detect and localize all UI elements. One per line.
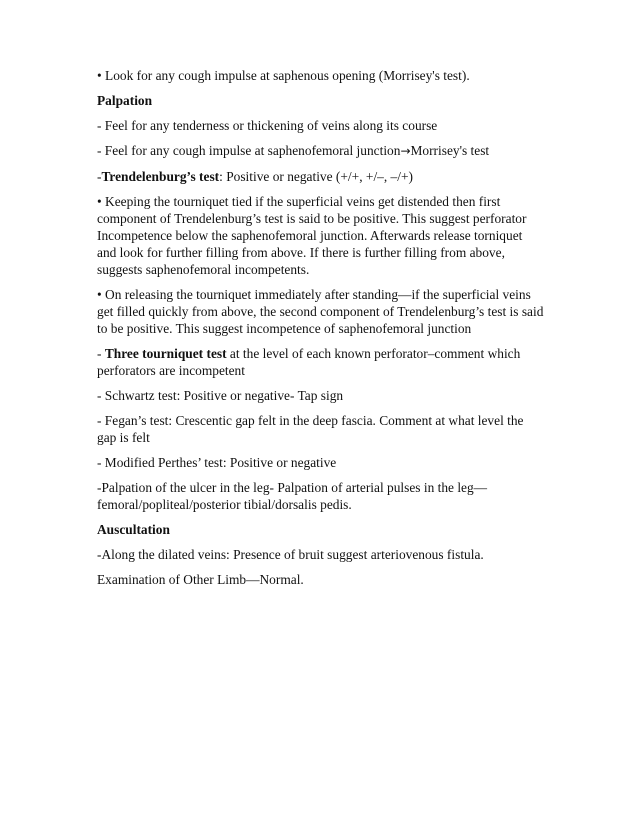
three-tourniquet-line [97, 345, 545, 379]
auscultation-heading: Auscultation [97, 522, 170, 537]
ulcer-palpation-line: -Palpation of the ulcer in the leg- Palpation of arterial pulses in the leg—femoral/popliteal/posterior tibial/dorsalis pedis. [97, 480, 488, 512]
fegan-test-line: - Fegan’s test: Crescentic gap felt in the deep fascia. Comment at what level the gap is felt [97, 413, 524, 445]
three-tourniquet-title: Three tourniquet test [104, 346, 227, 361]
document-page [97, 67, 545, 596]
saphenofemoral-cough-text: - Feel for any cough impulse at saphenofemoral junction [97, 143, 401, 158]
perthes-test-line: - Modified Perthes’ test: Positive or negative [97, 455, 337, 470]
trendelenburg-line [97, 168, 545, 185]
trendelenburg-dash: - [97, 169, 102, 184]
three-tourniquet-text: at the level of each known perforator–comment which perforators are incompetent [97, 346, 521, 378]
trendelenburg-result: : Positive or negative (+/+, +/–, –/+) [219, 169, 413, 184]
tenderness-line: - Feel for any tenderness or thickening of veins along its course [97, 118, 438, 133]
trendelenburg-title: Trendelenburg’s test [101, 169, 220, 184]
second-component-paragraph: • On releasing the tourniquet immediately after standing—if the superficial veins get filled quickly from above, the second component of Trendelenburg’s test is said to be positive. This suggest incompetence of saphenofemoral junction [97, 287, 544, 336]
palpation-heading: Palpation [97, 93, 153, 108]
right-arrow-icon: → [400, 144, 411, 158]
bruit-line: -Along the dilated veins: Presence of bruit suggest arteriovenous fistula. [97, 547, 484, 562]
schwartz-test-line: - Schwartz test: Positive or negative- Tap sign [97, 388, 344, 403]
three-tourniquet-dash: - [97, 346, 105, 361]
other-limb-line: Examination of Other Limb—Normal. [97, 572, 304, 587]
first-component-paragraph: • Keeping the tourniquet tied if the superficial veins get distended then first component of Trendelenburg’s test is said to be positive. This suggest perforator Incompetence below the saphenofemoral junction. Afterwards release torniquet and look for further filling from above. If there is further filling from above, suggests saphenofemoral incompetents. [97, 194, 527, 277]
morrisey-test-text: Morrisey's test [410, 143, 490, 158]
saphenofemoral-cough-line [97, 142, 545, 160]
cough-impulse-line: • Look for any cough impulse at saphenous opening (Morrisey's test). [97, 68, 470, 83]
